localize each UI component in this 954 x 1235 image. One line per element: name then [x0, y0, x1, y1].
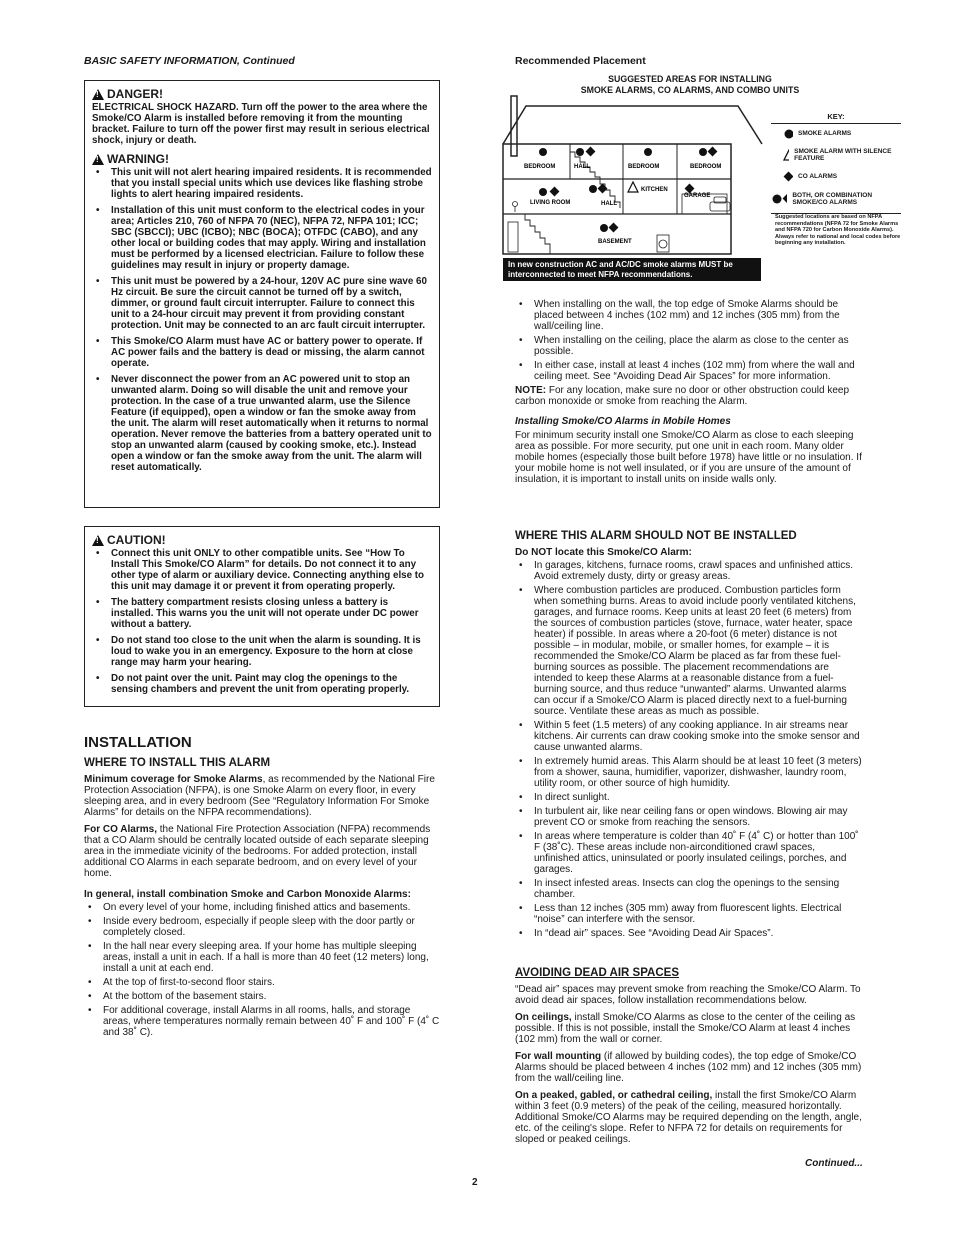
list-item: • In areas where temperature is colder than 40˚ F (4˚ C) or hotter than 100˚ F (38˚C). These areas include non-airconditioned crawl spaces, unfinished attics, uninsulated or poorly insulated ceilings, porches, and garages.: [515, 831, 862, 875]
circle-diamond-marker-icon: [771, 193, 787, 205]
co-coverage-paragraph: For CO Alarms, the National Fire Protection Association (NFPA) recommends that a CO Alarm should be centrally located outside of each separate sleeping area in the immediate vicinity of the bedrooms. For added protection, install additional CO Alarms in each separate bedroom, and on every level of your home.: [84, 824, 431, 879]
room-label-kitchen: KITCHEN: [641, 187, 668, 193]
key-row: SMOKE ALARMS: [771, 129, 901, 139]
danger-text: ELECTRICAL SHOCK HAZARD. Turn off the power to the area where the Smoke/CO Alarm is installed before removing it from the mounting bracket. Failure to turn off the power first may result in serious electrical shock, injury or death.: [92, 102, 430, 146]
list-item: • In “dead air” spaces. See “Avoiding Dead Air Spaces”.: [515, 928, 862, 939]
room-label-basement: BASEMENT: [598, 239, 632, 245]
caution-heading: [92, 533, 432, 547]
list-item: • At the bottom of the basement stairs.: [84, 991, 440, 1002]
house-diagram: [500, 92, 765, 262]
list-item: • In the hall near every sleeping area. If your home has multiple sleeping areas, install a unit in each. If a hall is more than 40 feet (12 meters) long, install a unit at each end.: [84, 941, 440, 974]
dead-air-section: [515, 967, 862, 1151]
list-item: • This unit will not alert hearing impaired residents. It is recommended that you install special units which use devices like flashing strobe lights to alert hearing impaired residents.: [92, 167, 432, 200]
key-row: SMOKE ALARM WITH SILENCE FEATURE: [771, 148, 901, 163]
list-item: • At the top of first-to-second floor stairs.: [84, 977, 440, 988]
list-item: • Do not stand too close to the unit when the alarm is sounding. It is loud to wake you in an emergency. Exposure to the horn at close range may harm your hearing.: [92, 635, 432, 668]
mobile-homes-title: Installing Smoke/CO Alarms in Mobile Homes: [515, 416, 731, 427]
page-header: BASIC SAFETY INFORMATION, Continued: [84, 55, 295, 67]
key-row: CO ALARMS: [771, 171, 901, 183]
dead-air-title: AVOIDING DEAD AIR SPACES: [515, 967, 679, 979]
caution-title: CAUTION!: [107, 533, 166, 547]
caution-list: [92, 548, 432, 695]
not-installed-lead: Do NOT locate this Smoke/CO Alarm:: [515, 547, 692, 558]
general-install-lead: In general, install combination Smoke and Carbon Monoxide Alarms:: [84, 889, 411, 900]
list-item: • Connect this unit ONLY to other compatible units. See “How To Install This Smoke/CO Alarm” for details. Do not connect it to any other type of alarm or auxiliary device. Connecting anything else to this unit may damage it or prevent it from operating properly.: [92, 548, 432, 592]
list-item: • In either case, install at least 4 inches (102 mm) from where the wall and ceiling meet. See “Avoiding Dead Air Spaces” for more information.: [515, 360, 862, 382]
room-label-bedroom: BEDROOM: [690, 164, 722, 170]
key-row: BOTH, OR COMBINATION SMOKE/CO ALARMS: [771, 192, 901, 207]
diamond-marker-icon: [771, 171, 793, 183]
smoke-coverage-paragraph: Minimum coverage for Smoke Alarms, as recommended by the National Fire Protection Association (NFPA), is one Smoke Alarm on every floor, in every sleeping area, and in every bedroom (See “Regulatory Information For Smoke Alarms” for details on the NFPA recommendations).: [84, 774, 435, 818]
list-item: • Where combustion particles are produced. Combustion particles form when something burns. Areas to avoid include poorly ventilated kitchens, garages, and furnace rooms. Keep units at least 20 feet (6 meters) from the sources of combustion particles (stove, furnace, water heater, space heater) if possible. In areas where a 20-foot (6 meter) distance is not possible – in modular, mobile, or smaller homes, for example – it is recommended the Smoke/CO Alarm be placed as far from these fuel-burning sources as possible. The placement recommendations are intended to keep these Alarms at a reasonable distance from a fuel-burning source, and thus reduce “unwanted” alarms. Unwanted alarms can occur if a Smoke/CO Alarm is placed directly next to a fuel-burning source. Ventilate these areas as much as possible.: [515, 585, 862, 717]
warning-list: [92, 167, 432, 473]
list-item: • Installation of this unit must conform to the electrical codes in your area; Articles 210, 760 of NFPA 70 (NEC), NFPA 72, NFPA 101; ICC; SBC (SBCCI); UBC (ICBO); NBC (BOCA); OTFDC (CABO), and any other local or building codes that may apply. Wiring and installation must be performed by a licensed electrician. Failure to follow these guidelines may result in injury or property damage.: [92, 205, 432, 271]
list-item: • In direct sunlight.: [515, 792, 862, 803]
room-label-bedroom: BEDROOM: [628, 164, 660, 170]
list-item: • Less than 12 inches (305 mm) away from fluorescent lights. Electrical “noise” can interfere with the sensor.: [515, 903, 862, 925]
room-label-living-room: LIVING ROOM: [530, 200, 571, 206]
continued-label: Continued...: [805, 1158, 863, 1169]
warning-triangle-icon: [92, 535, 104, 546]
list-item: • In extremely humid areas. This Alarm should be at least 10 feet (3 meters) from a shower, sauna, humidifier, vaporizer, dishwasher, laundry room, utility room, or other source of high humidity.: [515, 756, 862, 789]
where-to-install-title: WHERE TO INSTALL THIS ALARM: [84, 757, 271, 769]
diagram-title-line-1: SUGGESTED AREAS FOR INSTALLING: [608, 74, 772, 84]
placement-note: NOTE: For any location, make sure no door or other obstruction could keep carbon monoxide or smoke from reaching the Alarm.: [515, 385, 850, 407]
list-item: • Do not paint over the unit. Paint may clog the openings to the sensing chambers and prevent the unit from operating properly.: [92, 673, 432, 695]
list-item: • The battery compartment resists closing unless a battery is installed. This warns you the unit will not operate under DC power without a battery.: [92, 597, 432, 630]
list-item: • When installing on the wall, the top edge of Smoke Alarms should be placed between 4 inches (102 mm) and 12 inches (305 mm) from the wall/ceiling line.: [515, 299, 862, 332]
triangle-marker-icon: [771, 149, 789, 161]
danger-warning-box: [84, 80, 440, 508]
not-installed-title: WHERE THIS ALARM SHOULD NOT BE INSTALLED: [515, 530, 797, 542]
list-item: • Never disconnect the power from an AC powered unit to stop an unwanted alarm. Doing so will disable the unit and remove your protection. In the case of a true unwanted alarm, use the Silence Feature (if equipped), open a window or fan the smoke away from the unit. The alarm will reset automatically when it returns to normal operation. Never remove the batteries from a battery operated unit to stop an unwanted alarm (caused by cooking smoke, etc.). Instead open a window or fan the smoke away from the unit. The alarm will reset automatically.: [92, 374, 432, 473]
list-item: • This Smoke/CO Alarm must have AC or battery power to operate. If AC power fails and the battery is dead or missing, the alarm cannot operate.: [92, 336, 432, 369]
not-installed-list: [515, 560, 862, 939]
dead-air-ceilings: On ceilings, install Smoke/CO Alarms as close to the center of the ceiling as possible. If this is not possible, install the Smoke/CO Alarm at least 4 inches (102 mm) from the wall or corner.: [515, 1012, 856, 1045]
list-item: • When installing on the ceiling, place the alarm as close to the center as possible.: [515, 335, 862, 357]
list-item: • In garages, kitchens, furnace rooms, crawl spaces and unfinished attics. Avoid extremely dusty, dirty or greasy areas.: [515, 560, 862, 582]
dead-air-intro: “Dead air” spaces may prevent smoke from reaching the Smoke/CO Alarm. To avoid dead air spaces, follow installation recommendations below.: [515, 984, 861, 1006]
room-label-hall: HALL: [601, 201, 617, 207]
list-item: • In turbulent air, like near ceiling fans or open windows. Blowing air may prevent CO or smoke from reaching the sensors.: [515, 806, 862, 828]
general-install-list: [84, 902, 440, 1038]
room-label-bedroom: BEDROOM: [524, 164, 556, 170]
mobile-homes-text: For minimum security install one Smoke/CO Alarm as close to each sleeping area as possible. For more security, put one unit in each room. Many older mobile homes (especially those built before 1978) have little or no insulation. If your mobile home is not well insulated, or if you are unsure of the amount of insulation, it is important to install units on inside walls only.: [515, 430, 862, 485]
danger-heading: [92, 87, 432, 101]
dead-air-peaked: On a peaked, gabled, or cathedral ceiling, install the first Smoke/CO Alarm within 3 feet (0.9 meters) of the peak of the ceiling, measured horizontally. Additional Smoke/CO Alarms may be required depending on the length, angle, etc. of the ceiling's slope. Refer to NFPA 72 for details on requirements for sloped or peaked ceilings.: [515, 1090, 862, 1145]
danger-title: DANGER!: [107, 87, 163, 101]
list-item: • Inside every bedroom, especially if people sleep with the door partly or completely closed.: [84, 916, 440, 938]
page-number: 2: [472, 1177, 478, 1188]
list-item: • In insect infested areas. Insects can clog the openings to the sensing chamber.: [515, 878, 862, 900]
key-title: KEY:: [771, 113, 901, 124]
dead-air-wall: For wall mounting (if allowed by building codes), the top edge of Smoke/CO Alarms should be placed between 4 inches (102 mm) and 12 inches (305 mm) from the wall/ceiling line.: [515, 1051, 862, 1084]
circle-marker-icon: [771, 129, 793, 139]
list-item: • This unit must be powered by a 24-hour, 120V AC pure sine wave 60 Hz circuit. Be sure the circuit cannot be turned off by a switch, dimmer, or ground fault circuit interrupter. Failure to connect this unit to a 24-hour circuit may prevent it from providing constant protection. Unit may be connected to an arc fault circuit interrupter.: [92, 276, 432, 331]
diagram-title-line-2: SMOKE ALARMS, CO ALARMS, AND COMBO UNITS: [580, 84, 800, 95]
installation-title: INSTALLATION: [84, 734, 192, 751]
caution-box: [84, 526, 440, 707]
installation-section: [84, 734, 440, 1041]
placement-list: [515, 299, 862, 382]
key-note: Suggested locations are based on NFPA recommendations (NFPA 72 for Smoke Alarms and NFPA 720 for Carbon Monoxide Alarms). Always refer to national and local codes before beginning any installation.: [775, 214, 901, 247]
not-installed-section: [515, 530, 862, 942]
placement-section: [515, 299, 862, 491]
list-item: • Within 5 feet (1.5 meters) of any cooking appliance. In air streams near kitchens. Air currents can draw cooking smoke into the smoke sensor and cause unwanted alarms.: [515, 720, 862, 753]
interconnect-note: In new construction AC and AC/DC smoke alarms MUST be interconnected to meet NFPA recommendations.: [503, 258, 761, 281]
room-label-garage: GARAGE: [684, 193, 711, 199]
diagram-key: [771, 113, 901, 217]
warning-triangle-icon: [92, 154, 104, 165]
placement-heading: Recommended Placement: [515, 55, 646, 67]
warning-title: WARNING!: [107, 152, 169, 166]
list-item: • For additional coverage, install Alarms in all rooms, halls, and storage areas, where temperatures normally remain between 40˚ F and 100˚ F (4˚ C and 38˚ C).: [84, 1005, 440, 1038]
warning-heading: [92, 152, 432, 166]
list-item: • On every level of your home, including finished attics and basements.: [84, 902, 440, 913]
room-label-hall: HALL: [574, 164, 590, 170]
warning-triangle-icon: [92, 89, 104, 100]
